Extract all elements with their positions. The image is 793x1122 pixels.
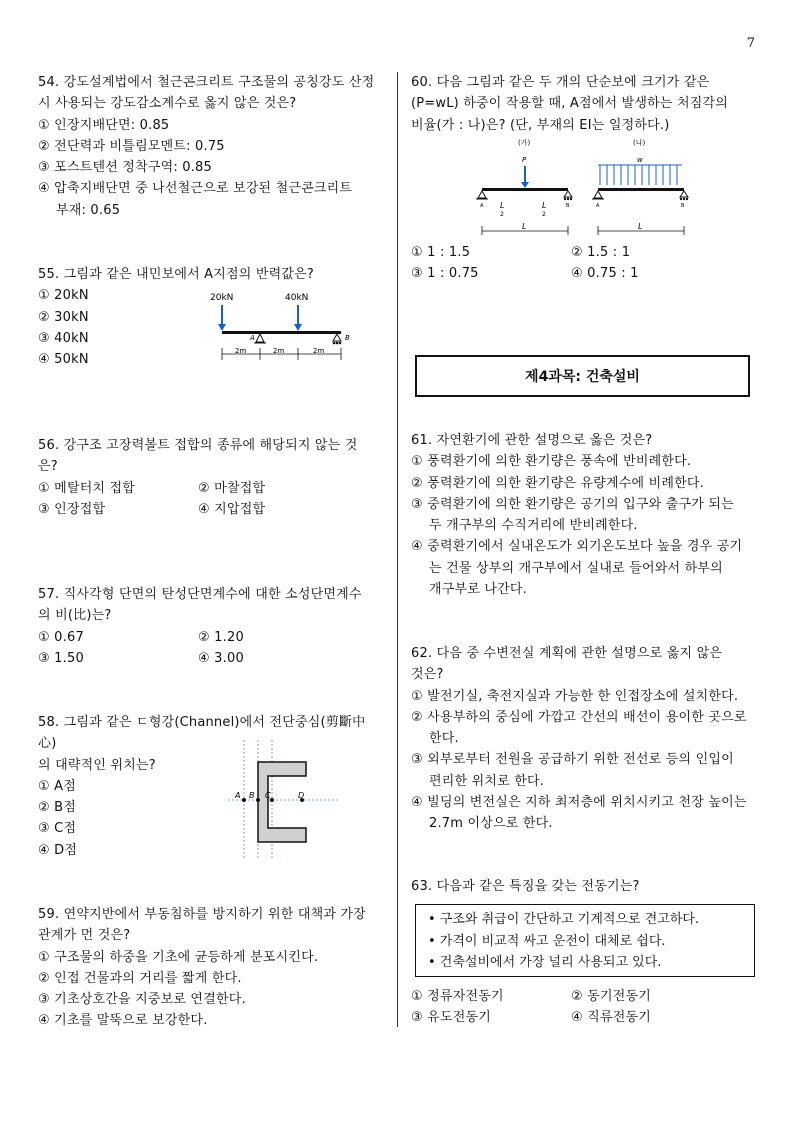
page-number: 7: [746, 36, 755, 51]
option-2[interactable]: ② 인접 건물과의 거리를 짧게 한다.: [38, 970, 242, 986]
option-1[interactable]: ① 1 : 1.5: [411, 245, 471, 260]
beam-na: [598, 188, 684, 191]
span-label: L: [638, 222, 643, 231]
option-2[interactable]: ② B점: [38, 800, 77, 816]
column-divider: [397, 72, 398, 1027]
point-a: [242, 798, 246, 802]
feature-item: • 구조와 취급이 간단하고 기계적으로 견고하다.: [428, 912, 700, 927]
roller: [686, 198, 688, 200]
option-4[interactable]: ④ 3.00: [198, 650, 244, 666]
option-3-cont: 편리한 위치로 한다.: [429, 773, 545, 789]
option-3[interactable]: ③ 포스트텐션 정착구역: 0.85: [38, 160, 212, 176]
roller: [680, 198, 682, 200]
point-a-label: A: [250, 334, 255, 342]
feature-item: • 건축설비에서 가장 널리 사용되고 있다.: [428, 955, 662, 970]
point-a-label: A: [480, 203, 484, 209]
label-b: B: [249, 791, 255, 800]
question-60: [411, 72, 761, 136]
question-text: 55. 그림과 같은 내민보에서 A지점의 반력값은?: [38, 267, 315, 282]
option-1[interactable]: ① 정류자전동기: [411, 989, 504, 1004]
question-text: 59. 연약지반에서 부동침하를 방지하기 위한 대책과 가장: [38, 907, 366, 922]
feature-item: • 가격이 비교적 싸고 운전이 대체로 쉽다.: [428, 933, 666, 949]
option-2[interactable]: ② 동기전동기: [571, 989, 651, 1004]
half-span-den: 2: [542, 211, 546, 218]
question-text: 60. 다음 그림과 같은 두 개의 단순보에 크기가 같은: [411, 75, 710, 90]
channel-section-figure: [228, 740, 343, 860]
question-text: (P=wL) 하중이 작용할 때, A점에서 발생하는 처짐각의: [411, 96, 729, 112]
option-1[interactable]: ① 발전기실, 축전지실과 가능한 한 인접장소에 설치한다.: [411, 688, 739, 704]
option-2[interactable]: ② 30kN: [38, 309, 89, 325]
subject-title-box: [415, 355, 750, 397]
option-1[interactable]: ① 메탈터치 접합: [38, 480, 136, 496]
option-1[interactable]: ① 인장지배단면: 0.85: [38, 117, 170, 133]
point-a-label: A: [596, 203, 600, 209]
option-1[interactable]: ① 구조물의 하중을 기초에 균등하게 분포시킨다.: [38, 949, 319, 965]
label-c: C: [265, 791, 271, 800]
option-3[interactable]: ③ 기초상호간을 지중보로 연결한다.: [38, 992, 246, 1008]
question-text: 의 비(比)는?: [38, 608, 112, 624]
option-3[interactable]: ③ 유도전동기: [411, 1010, 491, 1026]
half-span-den: 2: [500, 211, 504, 218]
question-text: 61. 자연환기에 관한 설명으로 옳은 것은?: [411, 433, 653, 448]
load-w-label: w: [637, 156, 643, 164]
option-3[interactable]: ③ 40kN: [38, 330, 89, 346]
question-57: [38, 584, 383, 669]
label-d: D: [298, 791, 305, 800]
option-2[interactable]: ② 전단력과 비틀림모멘트: 0.75: [38, 138, 225, 154]
label-a: A: [235, 791, 241, 800]
option-2[interactable]: ② 사용부하의 중심에 가깝고 간선의 배선이 용이한 곳으로: [411, 709, 747, 725]
option-4[interactable]: ④ 0.75 : 1: [571, 266, 639, 282]
question-62: [411, 643, 761, 835]
load-label-40kn: 40kN: [285, 293, 309, 303]
question-text: 54. 강도설계법에서 철근콘크리트 구조물의 공칭강도 산정: [38, 75, 375, 90]
point-load-head: [521, 182, 529, 188]
half-span-label: L: [500, 201, 505, 210]
dim-label-1: 2m: [235, 347, 247, 355]
roller: [339, 342, 342, 345]
support-b-na: [680, 191, 688, 197]
subject-title: 제4과목: 건축설비: [525, 369, 640, 385]
overhang-beam-figure: [205, 288, 365, 368]
question-text: 관계가 먼 것은?: [38, 928, 131, 944]
load-arrow-1-head: [218, 324, 226, 331]
question-56: [38, 435, 383, 520]
point-b: [256, 798, 260, 802]
roller: [570, 198, 572, 200]
question-text: 은?: [38, 459, 58, 475]
channel-shape: [258, 762, 306, 842]
option-2[interactable]: ② 1.5 : 1: [571, 245, 631, 260]
question-54: [38, 72, 383, 221]
question-text: 62. 다음 중 수변전실 계획에 관한 설명으로 옳지 않은: [411, 646, 723, 661]
support-a-na: [594, 191, 602, 198]
label-na: (나): [633, 139, 646, 147]
option-4[interactable]: ④ 50kN: [38, 352, 89, 368]
option-4-cont: 개구부로 나간다.: [429, 582, 527, 598]
roller: [567, 198, 569, 200]
roller: [683, 198, 685, 200]
option-2[interactable]: ② 마찰접합: [198, 480, 266, 496]
option-3-cont: 두 개구부의 수직거리에 반비례한다.: [429, 518, 638, 534]
beam: [222, 331, 341, 334]
question-text: 비율(가 : 나)은? (단, 부재의 EI는 일정하다.): [411, 117, 670, 133]
option-3[interactable]: ③ 1.50: [38, 650, 84, 666]
question-text: 것은?: [411, 667, 444, 683]
option-4[interactable]: ④ 중력환기에서 실내온도가 외기온도보다 높을 경우 공기: [411, 539, 743, 555]
option-4[interactable]: ④ 기초를 말뚝으로 보강한다.: [38, 1013, 208, 1029]
dim-label-3: 2m: [313, 347, 325, 355]
question-63: [411, 876, 761, 897]
option-3[interactable]: ③ 인장접합: [38, 501, 106, 517]
question-60-options: [411, 242, 761, 285]
option-1[interactable]: ① A점: [38, 778, 77, 794]
support-b-ga: [564, 191, 572, 197]
question-text: 56. 강구조 고장력볼트 접합의 종류에 해당되지 않는 것: [38, 438, 358, 453]
option-1[interactable]: ① 0.67: [38, 629, 84, 645]
option-3[interactable]: ③ C점: [38, 821, 77, 837]
option-4[interactable]: ④ 빌딩의 변전실은 지하 최저층에 위치시키고 천장 높이는: [411, 795, 747, 811]
load-label-20kn: 20kN: [210, 293, 234, 303]
point-c: [270, 798, 274, 802]
option-3[interactable]: ③ 외부로부터 전원을 공급하기 위한 전선로 등의 인입이: [411, 752, 734, 768]
question-text: 시 사용되는 강도감소계수로 옳지 않은 것은?: [38, 96, 297, 112]
beam-ga: [482, 188, 568, 191]
question-text: 57. 직사각형 단면의 탄성단면계수에 대한 소성단면계수: [38, 587, 362, 602]
question-text: 58. 그림과 같은 ㄷ형강(Channel)에서 전단중심(剪斷中心): [38, 715, 366, 752]
question-61: [411, 430, 761, 600]
option-2-cont: 한다.: [429, 731, 459, 747]
point-b-label: B: [681, 203, 685, 209]
option-4[interactable]: ④ 지압접합: [198, 501, 266, 517]
dim-label-2: 2m: [273, 347, 285, 355]
support-a: [256, 334, 264, 342]
option-4[interactable]: ④ 압축지배단면 중 나선철근으로 보강된 철근콘크리트: [38, 181, 353, 197]
option-2[interactable]: ② 풍력환기에 의한 환기량은 유량계수에 비례한다.: [411, 475, 705, 491]
option-4-cont: 는 건물 상부의 개구부에서 실내로 들어와서 하부의: [429, 560, 723, 576]
load-p-label: P: [522, 156, 527, 164]
option-3[interactable]: ③ 중력환기에 의한 환기량은 공기의 입구와 출구가 되는: [411, 496, 734, 512]
question-text: 의 대략적인 위치는?: [38, 757, 156, 773]
option-2[interactable]: ② 1.20: [198, 629, 244, 645]
point-b-label: B: [566, 203, 570, 209]
load-arrow-2-head: [294, 324, 302, 331]
support-a-ga: [478, 191, 486, 198]
roller: [333, 342, 336, 345]
option-1[interactable]: ① 20kN: [38, 288, 89, 304]
option-4-cont: 부재: 0.65: [56, 202, 121, 218]
question-text: 63. 다음과 같은 특징을 갖는 전동기는?: [411, 879, 640, 894]
support-b: [333, 334, 341, 341]
option-4[interactable]: ④ D점: [38, 842, 78, 858]
question-59: [38, 904, 388, 1032]
span-label: L: [522, 222, 527, 231]
option-4-cont: 2.7m 이상으로 한다.: [429, 816, 553, 832]
roller: [336, 342, 339, 345]
roller: [564, 198, 566, 200]
option-1[interactable]: ① 풍력환기에 의한 환기량은 풍속에 반비례한다.: [411, 454, 692, 470]
question-63-options: [411, 986, 761, 1029]
half-span-label: L: [542, 201, 547, 210]
option-4[interactable]: ④ 직류전동기: [571, 1010, 651, 1026]
option-3[interactable]: ③ 1 : 0.75: [411, 266, 479, 282]
simple-beams-figure: [470, 136, 700, 240]
point-b-label: B: [345, 334, 350, 342]
label-ga: (가): [518, 139, 531, 147]
udl-arrows: [600, 165, 677, 185]
feature-box: [415, 904, 755, 977]
